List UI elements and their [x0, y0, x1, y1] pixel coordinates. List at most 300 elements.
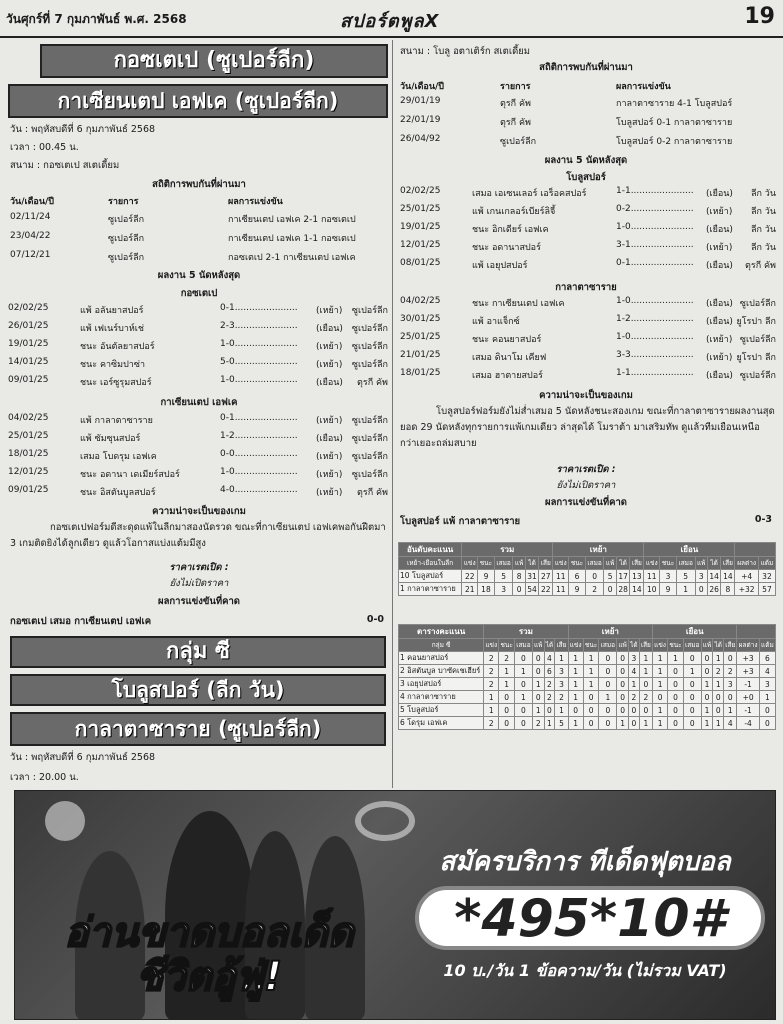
- r-chance-title: ความน่าจะเป็นของเกม: [539, 390, 633, 401]
- form-score: 1-1......................: [616, 368, 694, 378]
- stat-cell: 1: [713, 652, 724, 665]
- stat-cell: 0: [499, 704, 515, 717]
- col-date: วัน/เดือน/ปี: [400, 82, 444, 92]
- form-opponent: แพ้ อาแจ็กซ์: [472, 317, 520, 327]
- form-venue: (เยือน): [316, 324, 343, 334]
- col-label: แข่ง: [553, 557, 569, 570]
- stat-cell: 0: [628, 717, 639, 730]
- stat-cell: 22: [462, 570, 478, 583]
- stat-cell: 27: [539, 570, 553, 583]
- form-score: 1-0......................: [616, 222, 694, 232]
- table-group-header: [399, 543, 776, 557]
- form-venue: (เยือน): [706, 371, 733, 381]
- form-competition: ซูเปอร์ลีก: [351, 452, 388, 462]
- stat-cell: 14: [630, 583, 644, 596]
- table-row: [399, 652, 776, 665]
- col-label: ชนะ: [668, 639, 684, 652]
- stat-cell: 32: [758, 570, 775, 583]
- col-label: ผลต่าง: [735, 557, 759, 570]
- h2h-date: 29/01/19: [400, 96, 441, 106]
- col-label: แพ้: [695, 557, 707, 570]
- stat-cell: 2: [484, 652, 499, 665]
- stat-cell: 2: [544, 678, 555, 691]
- stat-cell: 1: [639, 717, 652, 730]
- stat-cell: 2: [499, 652, 515, 665]
- form-venue: (เหย้า): [316, 360, 343, 370]
- stat-cell: -1: [737, 704, 759, 717]
- stat-cell: 2: [713, 665, 724, 678]
- form-row: [8, 485, 388, 501]
- h2h-comp: ซูเปอร์ลีก: [108, 253, 145, 263]
- stat-cell: 1: [568, 691, 583, 704]
- form-opponent: เสมอ โบดรุม เอฟเค: [80, 452, 157, 462]
- form-opponent: ชนะ อิกเดียร์ เอฟเค: [472, 225, 549, 235]
- form-row: [400, 240, 776, 256]
- stat-cell: 1: [544, 717, 555, 730]
- col-label: แพ้: [701, 639, 713, 652]
- stat-cell: 2: [484, 678, 499, 691]
- league-standings-table: [398, 542, 776, 596]
- group-label: รวม: [484, 625, 568, 639]
- form-competition: ลีก วัน: [750, 225, 776, 235]
- r-predict-line: [400, 514, 772, 529]
- r-chance-text: โบลูสปอร์ฟอร์มยังไม่ส่ำเสมอ 5 นัดหลังชนะสองเกม ขณะที่กาลาตาซารายผลงานสุดยอด 29 นัดหลังทุกรายการแพ้เกมเดียว ล่าสุดได้ โมราต้า มาเสริมทัพ ดูแล้วทีมเยือนเหนือกว่าเยอะถล่มสบาย: [400, 406, 775, 449]
- form-date: 25/01/25: [400, 204, 441, 214]
- stat-cell: 0: [668, 691, 684, 704]
- stat-cell: 3: [494, 583, 513, 596]
- stat-cell: 1: [713, 678, 724, 691]
- form-row: [8, 375, 388, 391]
- group-label: เยือน: [644, 543, 735, 557]
- stat-cell: 5: [604, 570, 616, 583]
- h2h-row: [10, 212, 388, 228]
- col-label: แข่ง: [644, 557, 660, 570]
- form-date: 09/01/25: [8, 375, 49, 385]
- match-2-venue: สนาม : โบลู อตาเติร์ก สเตเดี้ยม: [400, 46, 531, 57]
- stat-cell: +4: [735, 570, 759, 583]
- col-label: เสมอ: [585, 557, 604, 570]
- stat-cell: 0: [515, 704, 533, 717]
- group-banner: กลุ่ม ซี: [10, 636, 386, 668]
- stat-cell: 1: [713, 717, 724, 730]
- group-label: รวม: [462, 543, 553, 557]
- stat-cell: 11: [644, 570, 660, 583]
- stat-cell: 2: [484, 717, 499, 730]
- stat-cell: 0: [759, 717, 775, 730]
- col-label: ชนะ: [478, 557, 495, 570]
- form-competition: ซูเปอร์ลีก: [739, 371, 776, 381]
- stat-cell: 0: [585, 570, 604, 583]
- team-name: 1 กาลาตาซาราย: [399, 583, 462, 596]
- ad-slogan: อ่านขาดบอลเด็ด ชีวิตอู้ฟู่!: [64, 910, 354, 1000]
- form-date: 30/01/25: [400, 314, 441, 324]
- stat-cell: 26: [709, 584, 719, 594]
- form-competition: ตุรกี คัพ: [745, 261, 776, 271]
- form-venue: (เยือน): [316, 434, 343, 444]
- form-opponent: แพ้ ซัมซุนสปอร์: [80, 434, 141, 444]
- stat-cell: 4: [724, 717, 737, 730]
- form-score: 1-0......................: [616, 332, 694, 342]
- form-competition: ลีก วัน: [750, 243, 776, 253]
- form-venue: (เหย้า): [706, 353, 733, 363]
- h2h-row: [400, 96, 776, 112]
- form-score: 3-3......................: [616, 350, 694, 360]
- stat-cell: 1: [532, 678, 544, 691]
- team-name: 2 อิสตันบูล บาซัคเชเฮียร์: [399, 665, 484, 678]
- stat-cell: 1: [759, 691, 775, 704]
- form-date: 25/01/25: [400, 332, 441, 342]
- stat-cell: 2: [532, 717, 544, 730]
- form-title: ผลงาน 5 นัดหลังสุด: [157, 270, 241, 281]
- form-row: [8, 339, 388, 355]
- stat-cell: 0: [515, 678, 533, 691]
- stat-cell: 1: [568, 652, 583, 665]
- stat-cell: 1: [484, 704, 499, 717]
- group-label: เหย้า: [553, 543, 644, 557]
- stat-cell: 0: [583, 704, 599, 717]
- stat-cell: 1: [583, 652, 599, 665]
- form-row: [400, 368, 776, 384]
- stat-cell: 0: [701, 665, 713, 678]
- ad-title: สมัครบริการ ทีเด็ดฟุตบอล: [439, 847, 731, 877]
- team-name: 4 กาลาตาซาราย: [399, 691, 484, 704]
- stat-cell: 0: [668, 717, 684, 730]
- form-row: [400, 314, 776, 330]
- stat-cell: 2: [544, 691, 555, 704]
- match-venue: สนาม : กอซเตเป สเตเดี้ยม: [10, 160, 120, 171]
- r-predict-text: โบลูสปอร์ แพ้ กาลาตาซาราย: [400, 516, 521, 527]
- stat-cell: 9: [660, 583, 677, 596]
- stat-cell: 1: [499, 678, 515, 691]
- col-label: แพ้: [617, 639, 629, 652]
- form-competition: ซูเปอร์ลีก: [739, 299, 776, 309]
- stat-cell: 6: [569, 570, 586, 583]
- stat-cell: 14: [709, 571, 719, 581]
- stat-cell: 1: [583, 678, 599, 691]
- table-row: [399, 665, 776, 678]
- col-label: เสมอ: [515, 639, 533, 652]
- form-score: 0-1......................: [220, 303, 298, 313]
- stat-cell: 0: [599, 678, 617, 691]
- col-result: ผลการแข่งขัน: [228, 197, 283, 207]
- stat-cell: 4: [628, 665, 639, 678]
- form-venue: (เยือน): [316, 378, 343, 388]
- form-date: 04/02/25: [400, 296, 441, 306]
- form-opponent: ชนะ คอนยาสปอร์: [472, 335, 542, 345]
- stat-cell: 0: [724, 652, 737, 665]
- stat-cell: 22: [539, 583, 553, 596]
- blank: [735, 543, 776, 557]
- predict-score: 0-0: [366, 614, 384, 625]
- form-venue: (เหย้า): [316, 452, 343, 462]
- stat-cell: 0: [604, 583, 616, 596]
- page-number: 19: [744, 4, 775, 29]
- h2h-row: [10, 250, 388, 266]
- col-label: เสมอ: [683, 639, 701, 652]
- col-label: แต้ม: [758, 557, 775, 570]
- h2h-date: 22/01/19: [400, 115, 441, 125]
- col-label: แข่ง: [653, 639, 668, 652]
- form-score: 0-0......................: [220, 449, 298, 459]
- price-value: ยังไม่เปิดราคา: [169, 578, 229, 589]
- stat-cell: 17: [618, 571, 628, 581]
- h2h-comp: ตุรกี คัพ: [500, 118, 531, 128]
- form-date: 12/01/25: [400, 240, 441, 250]
- stat-cell: 5: [555, 717, 568, 730]
- col-label: ได้: [707, 557, 721, 570]
- col-label: แข่ง: [462, 557, 478, 570]
- form-score: 1-1......................: [616, 186, 694, 196]
- form-venue: (เหย้า): [706, 335, 733, 345]
- form-opponent: ชนะ กาเซียนเตป เอฟเค: [472, 299, 565, 309]
- table-row: [399, 717, 776, 730]
- stat-cell: 0: [599, 704, 617, 717]
- r-form-title: ผลงาน 5 นัดหลังสุด: [544, 155, 628, 166]
- col-label: ชนะ: [569, 557, 586, 570]
- stat-cell: +32: [735, 583, 759, 596]
- form-score: 0-1......................: [616, 258, 694, 268]
- stat-cell: 57: [758, 583, 775, 596]
- form-venue: (เหย้า): [316, 488, 343, 498]
- match-time: เวลา : 00.45 น.: [10, 142, 79, 153]
- col-label: ได้: [525, 557, 539, 570]
- h2h-result: โบลูสปอร์ 0-2 กาลาตาซาราย: [616, 137, 733, 147]
- form-score: 1-2......................: [220, 431, 298, 441]
- match-2-date: วัน : พฤหัสบดีที่ 6 กุมภาพันธ์ 2568: [10, 752, 156, 763]
- h2h-comp: ซูเปอร์ลีก: [108, 215, 145, 225]
- form-opponent: ชนะ อดานาสปอร์: [472, 243, 541, 253]
- predict-text: กอซเตเป เสมอ กาเซียนเตป เอฟเค: [10, 616, 152, 627]
- stat-cell: 1: [583, 665, 599, 678]
- col-label: ได้: [628, 639, 639, 652]
- stat-cell: 0: [628, 704, 639, 717]
- form-opponent: แพ้ กาลาตาซาราย: [80, 416, 153, 426]
- col-label: แข่ง: [484, 639, 499, 652]
- form-date: 08/01/25: [400, 258, 441, 268]
- team-a-label: กอซเตเป: [180, 288, 218, 299]
- stat-cell: 1: [568, 717, 583, 730]
- stat-cell: 1: [653, 665, 668, 678]
- form-date: 09/01/25: [8, 485, 49, 495]
- table-row: [399, 570, 776, 583]
- form-row: [400, 204, 776, 220]
- stat-cell: -1: [737, 678, 759, 691]
- stat-cell: 0: [695, 583, 707, 596]
- stat-cell: 1: [568, 665, 583, 678]
- column-divider: [392, 40, 393, 788]
- col-label: เสีย: [721, 557, 735, 570]
- stat-cell: 0: [532, 691, 544, 704]
- stat-cell: 0: [515, 717, 533, 730]
- stat-cell: 0: [701, 691, 713, 704]
- table-row: [399, 691, 776, 704]
- form-date: 18/01/25: [400, 368, 441, 378]
- form-opponent: ชนะ อดานา เดเมียร์สปอร์: [80, 470, 180, 480]
- stat-cell: 1: [653, 678, 668, 691]
- stat-cell: 1: [568, 678, 583, 691]
- form-score: 3-1......................: [616, 240, 694, 250]
- stat-cell: 0: [683, 652, 701, 665]
- form-venue: (เยือน): [706, 225, 733, 235]
- stat-cell: 1: [639, 665, 652, 678]
- form-competition: ซูเปอร์ลีก: [739, 335, 776, 345]
- h2h-row: [10, 231, 388, 247]
- group-standings-table: [398, 624, 776, 730]
- table-col-header: [399, 639, 776, 652]
- stat-cell: 1: [683, 665, 701, 678]
- stat-cell: 1: [515, 665, 533, 678]
- form-venue: (เหย้า): [316, 342, 343, 352]
- team-name: 1 คอนยาสปอร์: [399, 652, 484, 665]
- stat-cell: 8: [513, 570, 525, 583]
- stat-cell: 0: [617, 665, 629, 678]
- col-date: วัน/เดือน/ปี: [10, 197, 54, 207]
- chance-text: กอซเตเปฟอร์มดีสะดุดแพ้ในลีกมาสองนัดรวด ขณะที่กาเซียนเตป เอฟเคพอกันฝีตมา 3 เกมติดยิงได้ลูกเดียว ดูแล้วโอกาสแบ่งแต้มมีสูง: [10, 522, 386, 549]
- group-label: เหย้า: [568, 625, 652, 639]
- stat-cell: 3: [555, 678, 568, 691]
- h2h-title: สถิติการพบกันที่ผ่านมา: [152, 179, 246, 190]
- form-opponent: ชนะ คาซิมปาซ่า: [80, 360, 145, 370]
- stat-cell: 13: [630, 570, 644, 583]
- stat-cell: 2: [555, 691, 568, 704]
- stat-cell: 3: [724, 678, 737, 691]
- form-score: 1-0......................: [616, 296, 694, 306]
- stat-cell: 6: [544, 665, 555, 678]
- stat-cell: 0: [599, 717, 617, 730]
- form-competition: ยูโรปา ลีก: [736, 317, 776, 327]
- col-label: เสีย: [539, 557, 553, 570]
- form-date: 04/02/25: [8, 413, 49, 423]
- form-date: 25/01/25: [8, 431, 49, 441]
- form-competition: ลีก วัน: [750, 207, 776, 217]
- table-row: [399, 678, 776, 691]
- stat-cell: 0: [683, 704, 701, 717]
- stat-cell: 11: [553, 570, 569, 583]
- stat-cell: 1: [555, 704, 568, 717]
- form-venue: (เยือน): [706, 261, 733, 271]
- h2h-result: กาเซียนเตป เอฟเค 1-1 กอซเตเป: [228, 234, 356, 244]
- table-subtitle: เหย้า-เยือนในลีก: [399, 557, 462, 570]
- col-comp: รายการ: [500, 82, 531, 92]
- form-row: [8, 449, 388, 465]
- form-date: 19/01/25: [400, 222, 441, 232]
- col-label: เสมอ: [494, 557, 513, 570]
- form-competition: ซูเปอร์ลีก: [351, 434, 388, 444]
- stat-cell: 1: [724, 704, 737, 717]
- stat-cell: 31: [527, 571, 537, 581]
- blank: [737, 625, 776, 639]
- team-name: 6 โดรุม เอฟเค: [399, 717, 484, 730]
- stat-cell: 1: [617, 717, 629, 730]
- masthead: [0, 0, 783, 38]
- r-team-a-label: โบลูสปอร์: [566, 172, 606, 183]
- h2h-comp: ซูเปอร์ลีก: [500, 137, 537, 147]
- stat-cell: 0: [683, 717, 701, 730]
- stat-cell: 2: [585, 583, 604, 596]
- stat-cell: 21: [462, 583, 478, 596]
- form-row: [8, 321, 388, 337]
- col-comp: รายการ: [108, 197, 139, 207]
- r-predict-score: 0-3: [754, 514, 772, 525]
- col-label: ชนะ: [660, 557, 677, 570]
- away-team-2-banner: กาลาตาซาราย (ซูเปอร์ลีก): [10, 712, 386, 746]
- col-label: ผลต่าง: [737, 639, 759, 652]
- stat-cell: 0: [532, 665, 544, 678]
- form-row: [400, 222, 776, 238]
- form-score: 1-2......................: [616, 314, 694, 324]
- form-venue: (เหย้า): [706, 207, 733, 217]
- col-label: เสมอ: [599, 639, 617, 652]
- stat-cell: 1: [515, 691, 533, 704]
- form-opponent: แพ้ เกนเกลอร์เบียร์ลิจี้: [472, 207, 556, 217]
- stat-cell: 1: [701, 717, 713, 730]
- stat-cell: 1: [532, 704, 544, 717]
- form-score: 1-0......................: [220, 375, 298, 385]
- form-opponent: ชนะ อิสตันบูลสปอร์: [80, 488, 156, 498]
- form-date: 21/01/25: [400, 350, 441, 360]
- stat-cell: 1: [668, 652, 684, 665]
- form-row: [400, 296, 776, 312]
- form-competition: ตุรกี คัพ: [357, 488, 388, 498]
- ad-ussd-code[interactable]: *495*10#: [415, 886, 765, 950]
- form-row: [400, 332, 776, 348]
- form-competition: ซูเปอร์ลีก: [351, 416, 388, 426]
- form-competition: ซูเปอร์ลีก: [351, 360, 388, 370]
- h2h-row: [400, 134, 776, 150]
- stat-cell: 0: [599, 665, 617, 678]
- form-score: 5-0......................: [220, 357, 298, 367]
- form-opponent: แพ้ เฟเนร์บาห์เช่: [80, 324, 144, 334]
- form-competition: ซูเปอร์ลีก: [351, 306, 388, 316]
- col-label: ชนะ: [583, 639, 599, 652]
- stat-cell: 9: [478, 570, 495, 583]
- col-label: แพ้: [513, 557, 525, 570]
- stat-cell: 3: [759, 678, 775, 691]
- stat-cell: 0: [668, 678, 684, 691]
- team-name: 5 โบลูสปอร์: [399, 704, 484, 717]
- form-competition: ลีก วัน: [750, 189, 776, 199]
- group-label: เยือน: [653, 625, 737, 639]
- stat-cell: 0: [499, 717, 515, 730]
- form-opponent: เสมอ ดินาโม เคียฟ: [472, 353, 547, 363]
- advertisement[interactable]: [14, 790, 776, 1020]
- form-score: 2-3......................: [220, 321, 298, 331]
- stat-cell: 0: [617, 678, 629, 691]
- form-row: [8, 413, 388, 429]
- stat-cell: 5: [676, 570, 695, 583]
- stat-cell: 1: [653, 652, 668, 665]
- form-venue: (เยือน): [706, 317, 733, 327]
- stat-cell: 54: [527, 584, 537, 594]
- stat-cell: 1: [701, 704, 713, 717]
- form-competition: ซูเปอร์ลีก: [351, 342, 388, 352]
- stat-cell: 2: [628, 691, 639, 704]
- h2h-result: โบลูสปอร์ 0-1 กาลาตาซาราย: [616, 118, 733, 128]
- away-team-banner: กาเซียนเตป เอฟเค (ซูเปอร์ลีก): [8, 84, 388, 118]
- stat-cell: 3: [660, 570, 677, 583]
- match-date: วัน : พฤหัสบดีที่ 6 กุมภาพันธ์ 2568: [10, 124, 156, 135]
- form-competition: ซูเปอร์ลีก: [351, 324, 388, 334]
- team-name: 3 เอยุปสปอร์: [399, 678, 484, 691]
- stat-cell: 0: [515, 652, 533, 665]
- form-score: 0-2......................: [616, 204, 694, 214]
- stat-cell: 0: [713, 704, 724, 717]
- form-score: 4-0......................: [220, 485, 298, 495]
- form-date: 19/01/25: [8, 339, 49, 349]
- r-team-b-label: กาลาตาซาราย: [555, 282, 617, 293]
- stat-cell: 11: [553, 583, 569, 596]
- stat-cell: 0: [653, 691, 668, 704]
